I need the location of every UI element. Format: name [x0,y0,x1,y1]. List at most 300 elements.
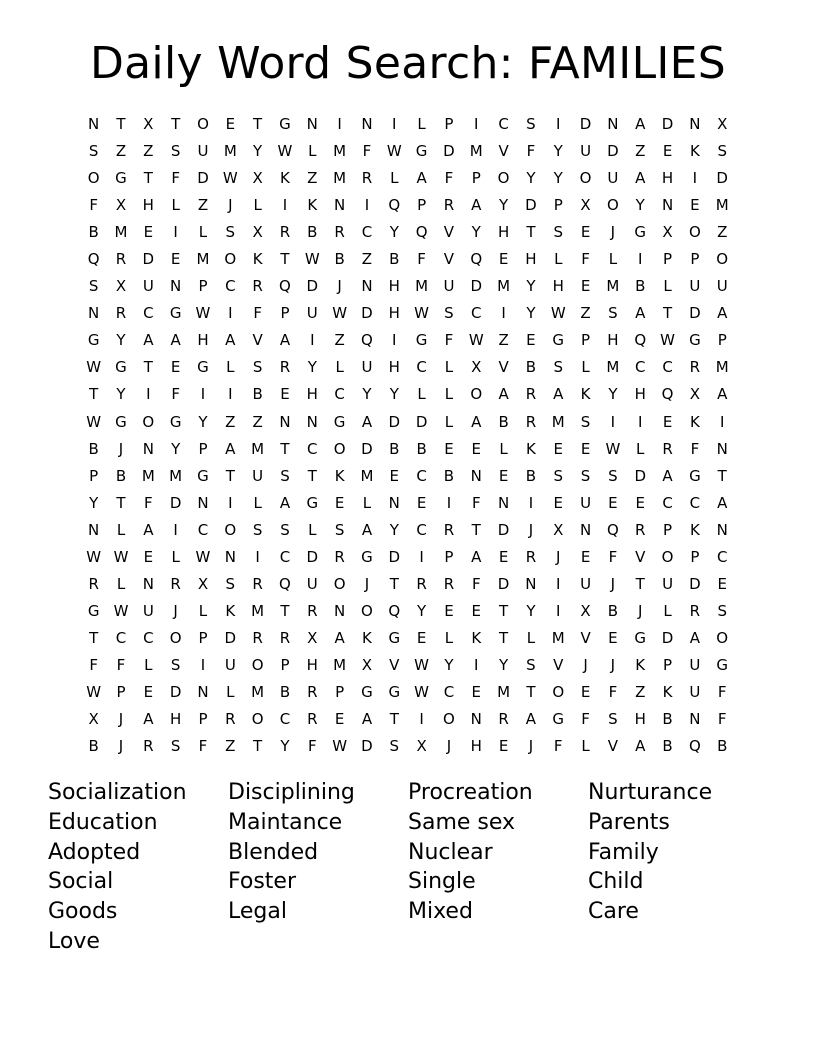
grid-letter: C [225,277,236,296]
word-list-item: Foster [228,869,296,895]
grid-letter: W [195,547,211,566]
grid-letter: H [306,385,318,404]
grid-letter: D [470,277,483,296]
grid-letter: B [525,466,537,485]
grid-letter: X [252,169,263,188]
grid-letter: C [334,385,345,404]
grid-letter: D [388,412,401,431]
grid-letter: D [497,574,510,593]
grid-letter: S [225,223,236,242]
grid-letter: U [580,493,592,512]
grid-letter: J [228,196,233,215]
grid-letter: W [414,304,430,323]
grid-letter: S [717,601,727,620]
grid-letter: N [88,304,100,323]
grid-letter: A [170,331,181,350]
grid-letter: M [415,277,429,296]
grid-letter: K [307,196,318,215]
grid-letter: K [362,628,372,647]
grid-letter: W [414,682,430,701]
word-list-item: Love [48,928,100,954]
grid-letter: G [388,682,401,701]
grid-letter: E [143,682,154,701]
grid-letter: J [556,547,561,566]
grid-letter: F [526,142,536,161]
grid-letter: U [716,277,728,296]
grid-letter: W [468,331,484,350]
grid-letter: V [498,142,509,161]
grid-letter: O [224,250,237,269]
grid-letter: X [471,358,482,377]
grid-letter: K [225,601,236,620]
grid-letter: D [634,466,646,485]
grid-letter: E [389,466,400,485]
grid-letter: O [333,439,346,458]
grid-letter: I [419,547,424,566]
grid-letter: E [416,493,427,512]
grid-letter: E [498,547,509,566]
grid-letter: S [553,223,563,242]
grid-letter: E [471,601,481,620]
grid-letter: S [608,466,618,485]
grid-letter: L [335,358,344,377]
grid-letter: G [115,412,127,431]
grid-letter: N [197,493,209,512]
grid-letter: E [170,250,181,269]
grid-letter: K [662,682,673,701]
word-list-item: Socialization [48,780,187,805]
grid-letter: D [388,547,401,566]
grid-letter: R [88,574,99,593]
grid-letter: B [88,439,99,458]
grid-letter: D [689,574,701,593]
grid-letter: L [636,439,645,458]
grid-letter: F [717,682,727,701]
grid-letter: C [197,520,209,539]
grid-letter: W [550,304,566,323]
grid-letter: Z [143,142,154,161]
grid-letter: W [113,601,129,620]
grid-letter: E [498,250,509,269]
grid-letter: A [635,115,646,133]
grid-letter: G [689,331,701,350]
grid-letter: I [255,547,260,566]
grid-letter: B [279,682,291,701]
grid-letter: T [499,601,509,620]
word-list-item: Nuclear [408,839,493,865]
grid-letter: Y [526,277,536,296]
grid-letter: R [443,196,455,215]
grid-letter: C [115,628,127,647]
grid-letter: X [580,601,591,620]
grid-letter: D [716,169,728,188]
grid-letter: Y [253,142,263,161]
grid-letter: X [553,520,564,539]
grid-letter: X [580,196,591,215]
grid-letter: O [142,412,155,431]
grid-letter: G [115,358,127,377]
grid-letter: C [416,358,427,377]
grid-letter: G [197,466,209,485]
grid-letter: I [228,493,233,512]
grid-row [80,544,736,571]
grid-letter: P [663,655,673,674]
grid-letter: E [580,547,591,566]
grid-letter: A [143,520,154,539]
grid-letter: I [610,412,616,431]
grid-letter: U [607,169,619,188]
grid-letter: I [474,655,479,674]
grid-row [80,598,736,625]
grid-letter: T [526,223,536,242]
grid-letter: F [553,737,563,756]
grid-letter: Z [635,682,646,701]
grid-letter: E [334,493,345,512]
grid-letter: Y [499,655,509,674]
word-list-item: Family [588,839,659,865]
grid-letter: F [444,169,454,188]
grid-letter: H [525,250,537,269]
grid-letter: M [141,466,155,485]
grid-letter: M [469,142,483,161]
grid-letter: H [470,737,482,756]
grid-letter: D [361,304,373,323]
grid-letter: Z [197,196,209,215]
grid-letter: B [88,223,99,242]
grid-row [80,219,736,246]
grid-letter: A [553,385,564,404]
grid-letter: F [690,439,700,458]
grid-letter: E [717,574,727,593]
grid-letter: A [361,412,373,431]
grid-letter: F [171,169,180,188]
grid-letter: D [197,169,209,188]
grid-letter: R [416,574,427,593]
word-list-item: Procreation [408,780,533,805]
grid-letter: O [333,574,346,593]
grid-letter: O [688,223,701,242]
grid-letter: N [306,115,318,133]
grid-letter: E [444,601,454,620]
grid-letter: K [525,439,536,458]
grid-letter: I [719,412,725,431]
grid-letter: I [228,385,233,404]
grid-letter: D [169,682,182,701]
grid-letter: O [716,628,729,647]
word-list-item: Education [48,809,158,835]
grid-letter: L [253,493,262,512]
grid-letter: L [198,601,208,620]
grid-letter: W [86,358,102,377]
grid-letter: G [361,547,373,566]
grid-letter: O [251,710,264,729]
grid-letter: S [252,520,263,539]
grid-letter: W [332,304,348,323]
grid-letter: M [606,358,620,377]
grid-letter: M [114,223,128,242]
grid-letter: S [170,737,181,756]
grid-letter: E [280,385,290,404]
grid-letter: E [471,439,481,458]
grid-letter: O [169,628,182,647]
grid-letter: X [689,385,701,404]
grid-letter: G [415,142,428,161]
grid-letter: U [306,304,318,323]
grid-letter: X [252,223,263,242]
grid-letter: R [252,574,263,593]
grid-row [80,679,736,706]
grid-letter: L [417,385,426,404]
grid-letter: L [444,385,454,404]
grid-letter: K [334,466,345,485]
grid-letter: I [419,710,424,729]
grid-letter: Y [608,385,618,404]
grid-letter: E [170,358,181,377]
grid-letter: I [501,304,506,323]
letter-grid [80,111,736,760]
grid-letter: U [580,574,592,593]
grid-row [80,327,736,354]
grid-letter: K [635,655,646,674]
grid-letter: V [389,655,400,674]
grid-letter: Y [471,223,481,242]
grid-letter: U [689,655,701,674]
grid-letter: A [279,493,291,512]
grid-letter: B [662,710,673,729]
grid-letter: T [253,115,263,133]
grid-letter: J [337,277,342,296]
word-list-item: Social [48,869,114,895]
grid-letter: D [306,547,319,566]
grid-letter: K [689,520,700,539]
grid-letter: L [663,277,672,296]
grid-letter: R [115,304,127,323]
grid-letter: R [143,737,154,756]
grid-letter: I [446,493,452,512]
grid-letter: E [498,737,509,756]
page-title: Daily Word Search: FAMILIES [89,38,726,89]
grid-letter: G [115,169,127,188]
grid-letter: I [528,493,534,512]
grid-letter: P [417,196,427,215]
grid-letter: M [196,250,210,269]
grid-letter: I [556,601,561,620]
grid-letter: A [635,169,646,188]
grid-letter: F [362,142,372,161]
grid-letter: G [87,331,100,350]
grid-letter: L [554,250,563,269]
grid-letter: I [692,169,698,188]
grid-letter: O [251,655,264,674]
grid-row [80,571,736,598]
grid-letter: U [662,574,674,593]
grid-letter: J [118,710,124,729]
grid-row [80,490,736,517]
grid-row [80,138,736,165]
grid-row [80,165,736,192]
grid-letter: N [661,196,674,215]
grid-letter: D [169,493,182,512]
grid-letter: A [361,520,373,539]
grid-letter: F [608,682,618,701]
grid-letter: T [280,250,290,269]
grid-letter: Q [661,385,674,404]
grid-letter: A [498,385,509,404]
grid-letter: T [116,493,126,512]
grid-letter: F [116,655,126,674]
word-list-item: Maintance [228,809,343,835]
grid-letter: I [200,385,206,404]
grid-letter: M [169,466,183,485]
grid-letter: A [143,331,154,350]
grid-letter: Q [279,277,291,296]
grid-letter: O [716,250,729,269]
grid-letter: Q [415,223,428,242]
grid-letter: E [580,682,591,701]
grid-letter: E [471,682,481,701]
grid-letter: Y [389,223,399,242]
grid-letter: G [716,655,729,674]
grid-letter: O [552,682,565,701]
grid-letter: N [197,682,209,701]
grid-letter: Y [444,655,454,674]
grid-letter: P [581,331,591,350]
grid-letter: E [498,466,509,485]
grid-letter: A [635,304,646,323]
grid-row [80,409,736,436]
grid-letter: M [551,628,565,647]
grid-letter: F [717,710,727,729]
grid-letter: H [142,196,154,215]
grid-letter: L [144,655,153,674]
grid-letter: Z [252,412,263,431]
grid-letter: S [580,412,591,431]
grid-letter: R [443,520,455,539]
grid-letter: L [308,520,317,539]
grid-letter: C [416,466,427,485]
grid-letter: C [716,547,728,566]
grid-letter: G [169,304,182,323]
grid-letter: G [689,466,701,485]
grid-row [80,300,736,327]
grid-letter: N [170,277,182,296]
grid-letter: M [251,682,265,701]
grid-letter: C [143,304,154,323]
grid-letter: Z [717,223,728,242]
grid-letter: L [253,196,262,215]
grid-letter: N [689,115,701,133]
grid-letter: U [361,358,373,377]
grid-letter: B [416,439,427,458]
grid-letter: E [416,628,427,647]
grid-letter: E [662,142,673,161]
grid-letter: A [279,331,291,350]
grid-letter: R [225,710,236,729]
grid-letter: L [198,223,208,242]
grid-letter: I [474,115,479,133]
grid-letter: E [526,331,536,350]
grid-letter: U [197,142,209,161]
grid-letter: Z [225,737,236,756]
grid-letter: N [716,439,728,458]
word-list-item: Child [588,869,644,895]
grid-letter: R [689,601,701,620]
grid-letter: G [388,628,401,647]
grid-letter: U [580,142,592,161]
grid-letter: N [306,412,318,431]
grid-letter: C [279,547,291,566]
grid-row [80,381,736,408]
grid-letter: F [444,331,454,350]
grid-letter: Y [171,439,181,458]
grid-letter: W [113,547,129,566]
grid-letter: Y [362,385,372,404]
grid-letter: X [361,655,373,674]
grid-letter: X [717,115,728,133]
grid-letter: Y [499,196,509,215]
grid-letter: F [307,737,317,756]
grid-letter: Z [115,142,127,161]
grid-letter: I [392,331,397,350]
grid-letter: N [579,520,592,539]
grid-letter: U [443,277,455,296]
grid-letter: K [689,412,700,431]
grid-letter: Y [417,601,427,620]
grid-letter: H [197,331,209,350]
grid-letter: A [689,628,701,647]
grid-letter: A [717,493,728,512]
grid-letter: X [307,628,318,647]
grid-letter: H [170,710,182,729]
grid-letter: M [223,142,237,161]
grid-letter: Z [580,304,591,323]
grid-letter: I [364,196,370,215]
grid-letter: L [116,520,126,539]
grid-letter: A [471,547,482,566]
grid-letter: H [497,223,510,242]
grid-letter: W [222,169,238,188]
grid-letter: G [197,358,209,377]
grid-letter: N [607,115,619,133]
grid-letter: Y [116,385,126,404]
grid-letter: X [197,574,209,593]
grid-letter: O [197,115,209,133]
grid-letter: B [88,737,99,756]
grid-letter: C [443,682,455,701]
grid-letter: B [717,737,728,756]
grid-letter: R [525,385,537,404]
grid-letter: R [170,574,181,593]
grid-letter: X [662,223,673,242]
grid-letter: D [525,196,537,215]
grid-letter: P [198,439,208,458]
grid-letter: J [173,601,178,620]
grid-letter: E [662,412,673,431]
grid-letter: A [334,628,345,647]
grid-letter: M [251,601,265,620]
grid-letter: G [279,115,291,133]
grid-letter: B [389,439,400,458]
grid-letter: A [635,737,646,756]
grid-letter: I [173,223,178,242]
grid-letter: D [443,142,455,161]
grid-row [80,111,736,138]
grid-letter: D [689,304,701,323]
grid-letter: B [334,250,345,269]
grid-letter: C [634,358,646,377]
grid-letter: S [444,304,454,323]
grid-letter: L [171,547,180,566]
